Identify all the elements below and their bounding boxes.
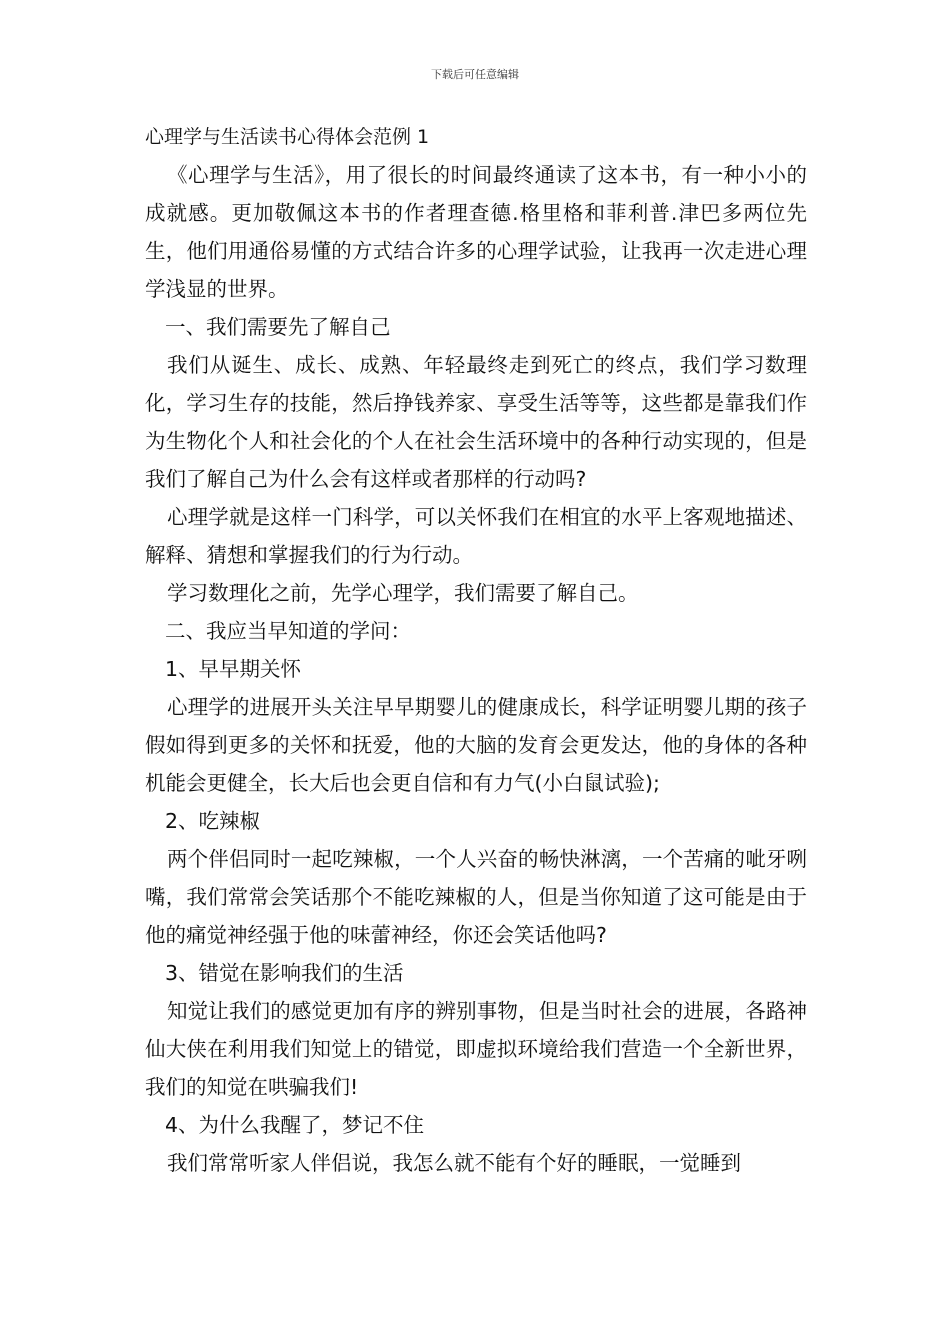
- paragraph-chili: 两个伴侣同时一起吃辣椒，一个人兴奋的畅快淋漓，一个苦痛的呲牙咧嘴，我们常常会笑话那个不能吃辣椒的人，但是当你知道了这可能是由于他的痛觉神经强于他的味蕾神经，你还会笑话他吗?: [145, 847, 807, 947]
- paragraph-growth: 我们从诞生、成长、成熟、年轻最终走到死亡的终点，我们学习数理化，学习生存的技能，然后挣钱养家、享受生活等等，这些都是靠我们作为生物化个人和社会化的个人在社会生活环境中的各种行动实现的，但是我们了解自己为什么会有这样或者那样的行动吗?: [145, 353, 807, 491]
- document-body: [145, 118, 807, 1182]
- section-heading-2: 二、我应当早知道的学问：: [165, 619, 411, 643]
- subheading-early-care: 1、早早期关怀: [165, 657, 302, 681]
- subheading-dreams: 4、为什么我醒了，梦记不住: [165, 1113, 425, 1137]
- document-title: 心理学与生活读书心得体会范例 1: [145, 126, 430, 148]
- paragraph-early-care: 心理学的进展开头关注早早期婴儿的健康成长，科学证明婴儿期的孩子假如得到更多的关怀和抚爱，他的大脑的发育会更发达，他的身体的各种机能会更健全，长大后也会更自信和有力气(小白鼠试验);: [145, 695, 807, 795]
- paragraph-intro: 《心理学与生活》，用了很长的时间最终通读了这本书，有一种小小的成就感。更加敬佩这本书的作者理查德.格里格和菲利普.津巴多两位先生，他们用通俗易懂的方式结合许多的心理学试验，让我再一次走进心理学浅显的世界。: [145, 163, 807, 301]
- paragraph-know-yourself: 学习数理化之前，先学心理学，我们需要了解自己。: [167, 581, 639, 605]
- subheading-chili: 2、吃辣椒: [165, 809, 261, 833]
- paragraph-dreams: 我们常常听家人伴侣说，我怎么就不能有个好的睡眠，一觉睡到: [167, 1151, 741, 1175]
- paragraph-psychology-science: 心理学就是这样一门科学，可以关怀我们在相宜的水平上客观地描述、解释、猜想和掌握我们的行为行动。: [145, 505, 807, 567]
- subheading-illusion: 3、错觉在影响我们的生活: [165, 961, 404, 985]
- page-header-note: 下载后可任意编辑: [431, 68, 519, 81]
- paragraph-illusion: 知觉让我们的感觉更加有序的辨别事物，但是当时社会的进展，各路神仙大侠在利用我们知觉上的错觉，即虚拟环境给我们营造一个全新世界，我们的知觉在哄骗我们!: [145, 999, 807, 1099]
- section-heading-1: 一、我们需要先了解自己: [165, 315, 391, 339]
